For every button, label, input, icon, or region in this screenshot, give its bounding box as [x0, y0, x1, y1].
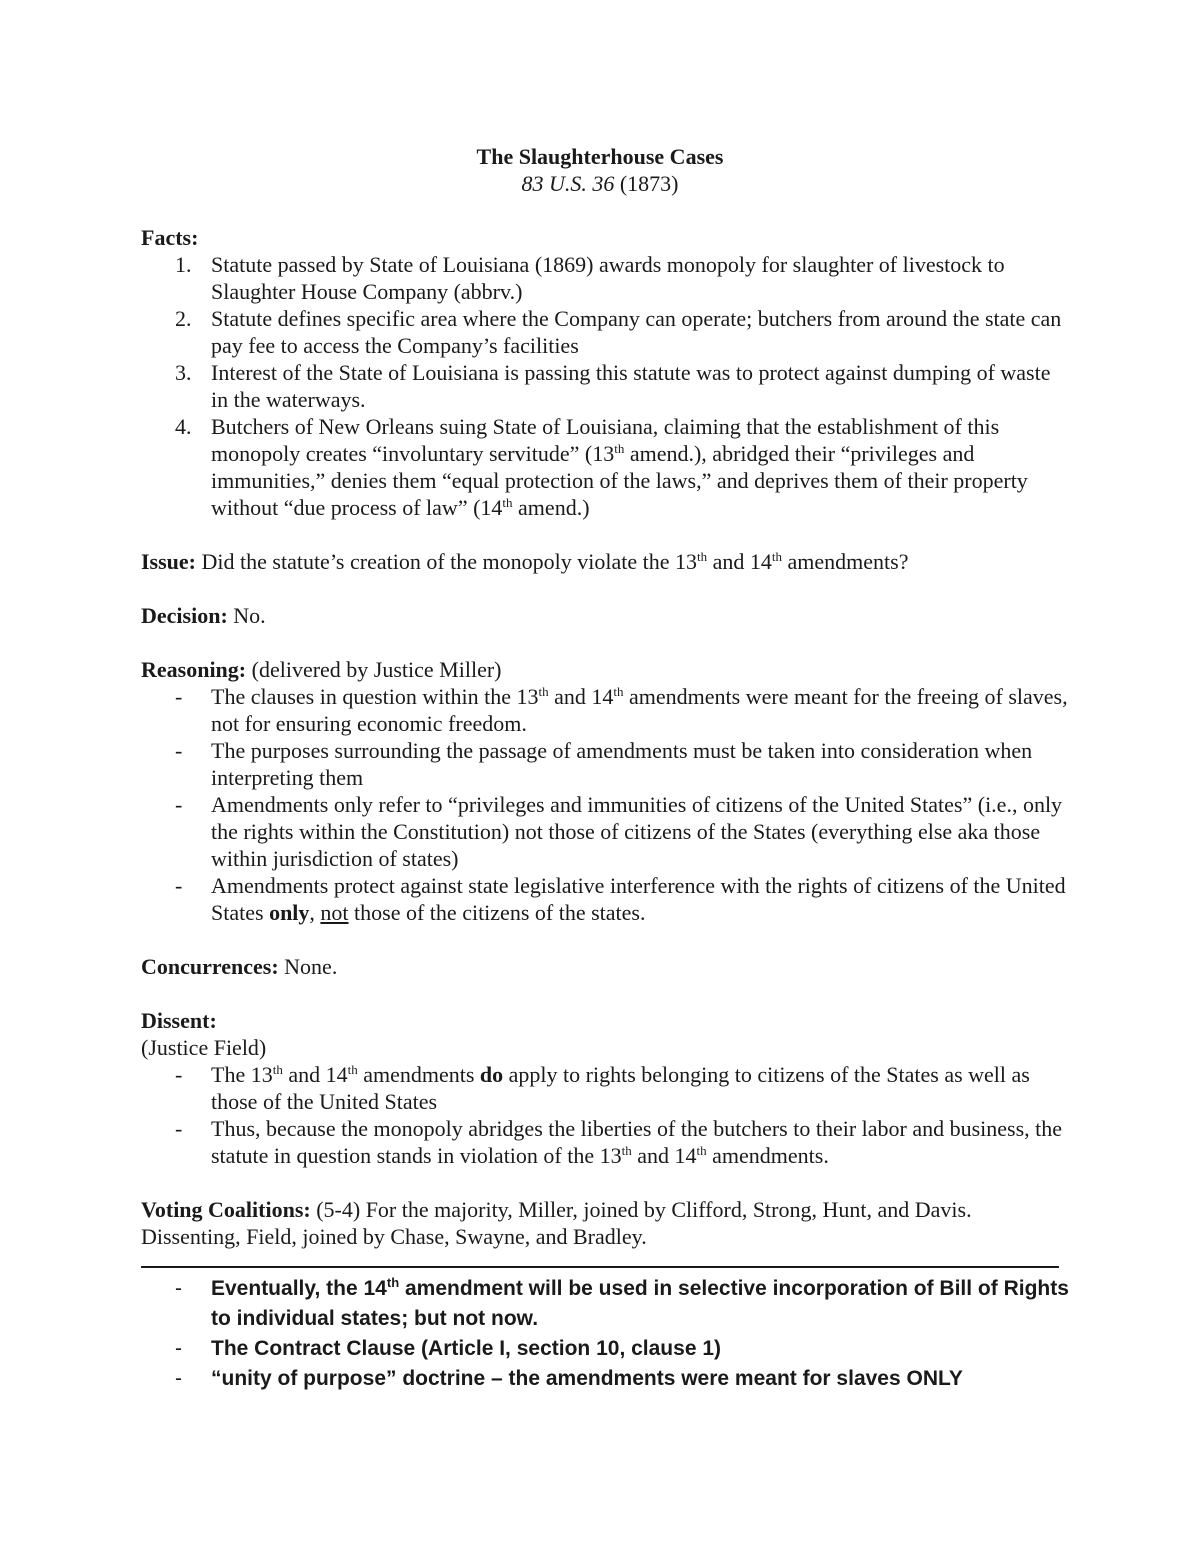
- list-item: [141, 1364, 1071, 1394]
- voting-section: [141, 1196, 1071, 1250]
- reasoning-intro: (delivered by Justice Miller): [246, 657, 502, 682]
- list-item: [141, 1115, 1071, 1169]
- document-body: [141, 224, 1071, 1394]
- fact-text: Butchers of New Orleans suing State of Louisiana, claiming that the establishment of this monopoly creates “involuntary servitude” (13th amend.), abridged their “privileges and immunities,” denies them “equal protection of the laws,” and deprives them of their property without “due process of law” (14th amend.): [211, 414, 1028, 520]
- list-item: [141, 791, 1071, 872]
- issue-section: [141, 548, 1071, 575]
- list-item: [141, 359, 1071, 413]
- page-title: The Slaughterhouse Cases: [476, 144, 724, 169]
- facts-label: Facts:: [141, 225, 199, 250]
- issue-label: Issue:: [141, 549, 197, 574]
- list-item: [141, 1334, 1071, 1364]
- list-item: [141, 1061, 1071, 1115]
- citation-reporter: 83 U.S. 36: [521, 171, 615, 196]
- bullet-dash: -: [175, 1116, 183, 1141]
- concurrences-label: Concurrences:: [141, 954, 279, 979]
- note-text: “unity of purpose” doctrine – the amendments were meant for slaves ONLY: [211, 1367, 963, 1390]
- dissent-text: The 13th and 14th amendments do apply to rights belonging to citizens of the States as well as those of the United States: [211, 1062, 1030, 1114]
- list-item: [141, 251, 1071, 305]
- dissent-section: [141, 1007, 1071, 1169]
- reasoning-text: Amendments protect against state legislative interference with the rights of citizens of the United States only, not those of the citizens of the states.: [211, 873, 1066, 925]
- facts-section: [141, 224, 1071, 521]
- note-text: The Contract Clause (Article I, section 10, clause 1): [211, 1337, 721, 1360]
- list-item: [141, 1274, 1071, 1334]
- list-number: 2.: [175, 306, 192, 331]
- bullet-dash: -: [175, 738, 183, 763]
- reasoning-text: The purposes surrounding the passage of amendments must be taken into consideration when interpreting them: [211, 738, 1033, 790]
- list-number: 1.: [175, 252, 192, 277]
- fact-text: Interest of the State of Louisiana is passing this statute was to protect against dumping of waste in the waterways.: [211, 360, 1051, 412]
- dissent-label: Dissent:: [141, 1008, 217, 1033]
- reasoning-text: The clauses in question within the 13th and 14th amendments were meant for the freeing of slaves, not for ensuring economic freedom.: [211, 684, 1068, 736]
- facts-list: [141, 251, 1071, 521]
- list-item: [141, 413, 1071, 521]
- note-text: Eventually, the 14th amendment will be used in selective incorporation of Bill of Rights to individual states; but not now.: [211, 1275, 1069, 1330]
- voting-label: Voting Coalitions:: [141, 1197, 311, 1222]
- issue-text: Did the statute’s creation of the monopoly violate the 13th and 14th amendments?: [196, 549, 909, 574]
- citation-year: (1873): [619, 171, 679, 196]
- reasoning-label: Reasoning:: [141, 657, 247, 682]
- bullet-dash: -: [175, 873, 183, 898]
- fact-text: Statute defines specific area where the Company can operate; butchers from around the state can pay fee to access the Company’s facilities: [211, 306, 1062, 358]
- list-item: [141, 872, 1071, 926]
- dissent-text: Thus, because the monopoly abridges the liberties of the butchers to their labor and business, the statute in question stands in violation of the 13th and 14th amendments.: [211, 1116, 1063, 1168]
- list-item: [141, 737, 1071, 791]
- bullet-dash: -: [175, 1277, 182, 1300]
- fact-text: Statute passed by State of Louisiana (1869) awards monopoly for slaughter of livestock to Slaughter House Company (abbrv.): [211, 252, 1005, 304]
- bullet-dash: -: [175, 1062, 183, 1087]
- reasoning-text: Amendments only refer to “privileges and immunities of citizens of the United States” (i.e., only the rights within the Constitution) not those of citizens of the States (everything else aka those within jurisdiction of states): [211, 792, 1063, 871]
- decision-text: No.: [227, 603, 266, 628]
- bullet-dash: -: [175, 792, 183, 817]
- concurrences-text: None.: [278, 954, 338, 979]
- decision-label: Decision:: [141, 603, 228, 628]
- list-item: [141, 305, 1071, 359]
- notes-list: [141, 1274, 1071, 1394]
- decision-section: [141, 602, 1071, 629]
- list-item: [141, 683, 1071, 737]
- bullet-dash: -: [175, 1337, 182, 1360]
- list-number: 4.: [175, 414, 192, 439]
- voting-text: (5-4) For the majority, Miller, joined by Clifford, Strong, Hunt, and Davis. Dissenting, Field, joined by Chase, Swayne, and Bradley.: [141, 1197, 972, 1249]
- horizontal-rule: [141, 1266, 1059, 1268]
- case-citation: [0, 170, 1200, 197]
- list-number: 3.: [175, 360, 192, 385]
- dissent-list: [141, 1061, 1071, 1169]
- concurrences-section: [141, 953, 1071, 980]
- bullet-dash: -: [175, 1367, 182, 1390]
- reasoning-section: [141, 656, 1071, 926]
- bullet-dash: -: [175, 684, 183, 709]
- title-block: [0, 143, 1200, 197]
- dissent-justice: (Justice Field): [141, 1035, 267, 1060]
- reasoning-list: [141, 683, 1071, 926]
